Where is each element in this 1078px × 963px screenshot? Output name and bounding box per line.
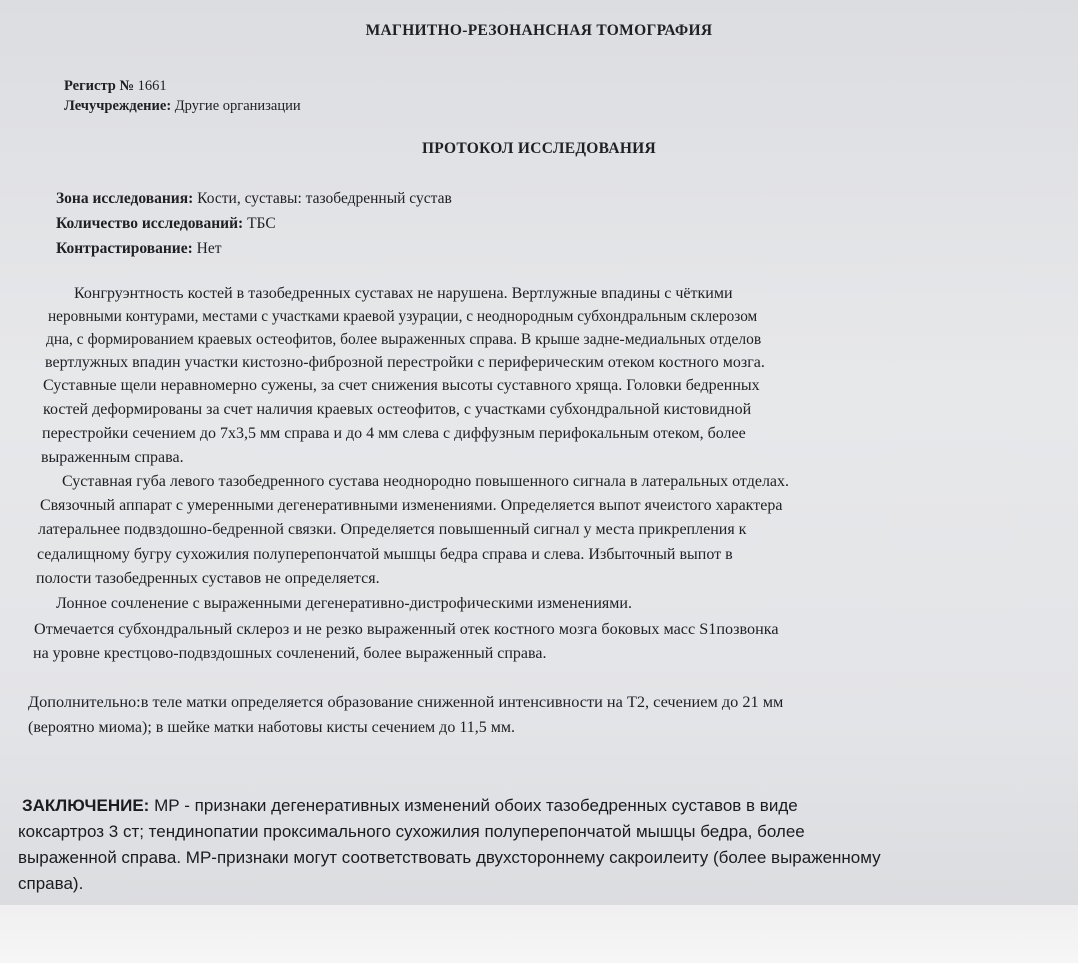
conclusion-line: [22, 797, 798, 814]
findings-line: неровными контурами, местами с участками краевой узурации, с неоднородным субхондральным склерозом: [48, 308, 758, 325]
findings-line: Суставная губа левого тазобедренного сустава неоднородно повышенного сигнала в латеральных отделах.: [62, 473, 790, 490]
findings-line: Конгруэнтность костей в тазобедренных суставах не нарушена. Вертлужные впадины с чёткими: [74, 285, 733, 302]
findings-line: Отмечается субхондральный склероз и не резко выраженный отек костного мозга боковых масс S1позвонка: [34, 620, 779, 638]
institution-line: [64, 98, 301, 115]
findings-line: дна, с формированием краевых остеофитов, более выраженных справа. В крыше задне-медиальных отделов: [46, 331, 762, 348]
findings-line: вертлужных впадин участки кистозно-фиброзной перестройки с периферическим отеком костного мозга.: [45, 354, 765, 371]
findings-line: на уровне крестцово-подвздошных сочленений, более выраженный справа.: [33, 645, 547, 662]
findings-line: седалищному бугру сухожилия полуперепончатой мышцы бедра справа и слева. Избыточный выпот в: [37, 546, 733, 563]
document-title: МАГНИТНО-РЕЗОНАНСНАЯ ТОМОГРАФИЯ: [365, 22, 713, 39]
count-line: [56, 215, 276, 233]
findings-line: костей деформированы за счет наличия краевых остеофитов, с участками субхондральной кистовидной: [43, 401, 752, 418]
contrast-line: [56, 240, 222, 258]
conclusion-label: ЗАКЛЮЧЕНИЕ:: [22, 796, 150, 815]
register-value: 1661: [137, 78, 167, 94]
institution-label: Лечучреждение:: [64, 98, 172, 114]
count-label: Количество исследований:: [56, 215, 244, 232]
contrast-value: Нет: [196, 240, 222, 257]
register-line: [64, 78, 167, 95]
zone-line: [56, 190, 452, 208]
additional-line: Дополнительно:в теле матки определяется образование сниженной интенсивности на Т2, сечением до 21 мм: [28, 692, 784, 711]
zone-value: Кости, суставы: тазобедренный сустав: [197, 190, 452, 207]
findings-line: Лонное сочленение с выраженными дегенеративно-дистрофическими изменениями.: [56, 595, 632, 612]
findings-line: Связочный аппарат с умеренными дегенеративными изменениями. Определяется выпот ячеистого характера: [40, 497, 783, 514]
conclusion-text: МР - признаки дегенеративных изменений обоих тазобедренных суставов в виде: [154, 796, 798, 815]
findings-line: латеральнее подвздошно-бедренной связки. Определяется повышенный сигнал у места прикрепления к: [38, 521, 747, 538]
register-label: Регистр №: [64, 78, 135, 94]
conclusion-line: справа).: [18, 874, 84, 893]
page-bottom-edge: [0, 905, 1078, 963]
protocol-title: ПРОТОКОЛ ИССЛЕДОВАНИЯ: [421, 140, 657, 157]
conclusion-line: коксартроз 3 ст; тендинопатии проксимального сухожилия полуперепончатой мышцы бедра, более: [18, 822, 805, 841]
findings-line: полости тазобедренных суставов не определяется.: [36, 570, 380, 587]
findings-line: выраженным справа.: [41, 449, 184, 466]
contrast-label: Контрастирование:: [56, 240, 193, 257]
conclusion-line: выраженной справа. МР-признаки могут соответствовать двухстороннему сакроилеиту (более выраженному: [18, 848, 881, 867]
findings-line: Суставные щели неравномерно сужены, за счет снижения высоты суставного хряща. Головки бедренных: [43, 377, 760, 394]
institution-value: Другие организации: [174, 98, 301, 114]
count-value: ТБС: [247, 215, 276, 232]
additional-line: (вероятно миома); в шейке матки наботовы кисты сечением до 11,5 мм.: [28, 719, 515, 736]
findings-line: перестройки сечением до 7х3,5 мм справа и до 4 мм слева с диффузным перифокальным отеком, более: [42, 425, 746, 442]
zone-label: Зона исследования:: [56, 190, 194, 207]
